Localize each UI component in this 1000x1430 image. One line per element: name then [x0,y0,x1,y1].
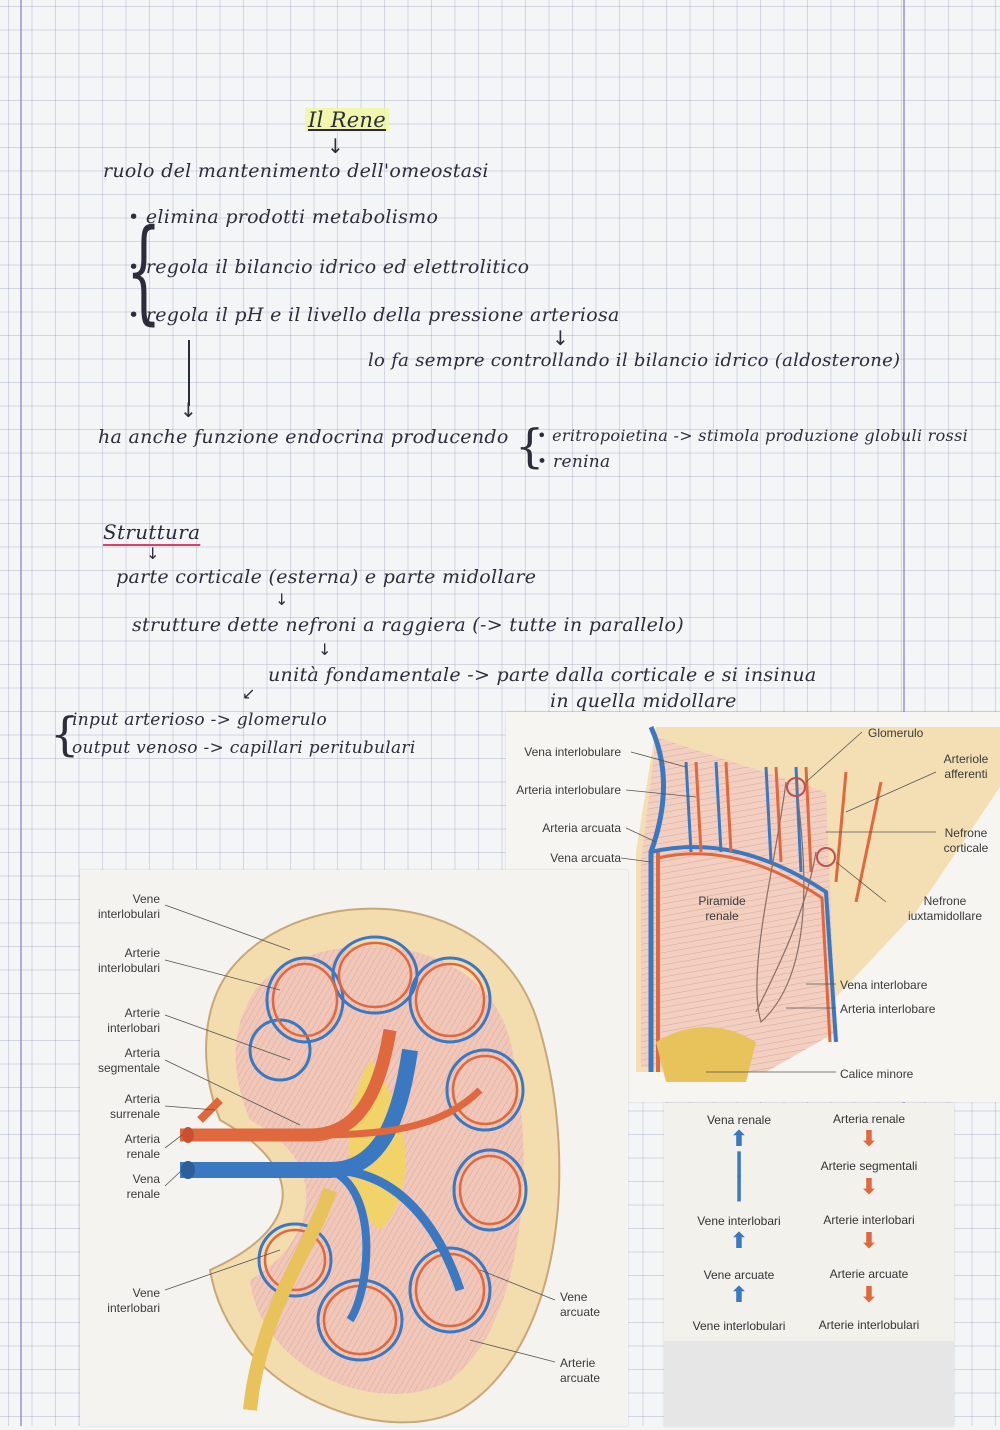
label-nefrone-corticale: Nefrone corticale [943,826,989,855]
arrow-up-icon: ⬆ [729,1283,749,1308]
label-vene-interlobari: Vene interlobari [107,1286,160,1315]
flow-vene-arcuate: Vene arcuate [703,1268,775,1282]
endocrine-text: ha anche funzione endocrina producendo [98,426,509,448]
output-venous: output venoso -> capillari peritubulari [72,738,416,758]
input-arterial: input arterioso -> glomerulo [72,710,328,730]
label-vena-renale: Vena renale [126,1172,160,1201]
note-pressure: lo fa sempre controllando il bilancio idrico (aldosterone) [368,350,901,371]
left-margin-line [20,0,22,1426]
flow-arterie-arcuate: Arterie arcuate [829,1267,909,1281]
struttura-heading: Struttura [103,520,201,544]
arrow-line [188,340,190,406]
arrow-up-icon: ┃ [732,1153,746,1178]
endocrine-item-2: • renina [537,452,611,472]
label-glomerulo: Glomerulo [868,726,924,740]
arrow-down-icon: ⬇ [859,1127,879,1152]
flow-vena-renale: Vena renale [706,1113,772,1127]
tape-strip [664,1341,954,1426]
label-vena-interlobare: Vena interlobare [840,978,928,992]
brace-icon: { [50,707,80,761]
cortex-medulla-text: parte corticale (esterna) e parte midollare [116,566,537,588]
down-arrow-icon: ↓ [318,640,332,659]
arrow-down-icon: ⬇ [859,1283,879,1308]
label-calice-minore: Calice minore [840,1067,914,1081]
bullet-3: • regola il pH e il livello della pressione arteriosa [128,304,620,326]
arrow-up-icon: ⬆ [729,1229,749,1254]
down-arrow-icon: ↓ [327,134,344,158]
label-vena-arcuata: Vena arcuata [550,851,621,865]
label-arteria-arcuata: Arteria arcuata [542,821,621,835]
bullet-2: • regola il bilancio idrico ed elettrolitico [128,256,530,278]
flow-arterie-interlobulari: Arterie interlobulari [818,1318,920,1332]
arrow-down-icon: ⬇ [859,1229,879,1254]
notes-title: Il Rene [305,108,389,132]
label-arterie-interlobulari: Arterie interlobulari [97,946,160,975]
label-arteria-segmentale: Arteria segmentale [97,1046,160,1075]
arrow-up-icon: ┃ [732,1177,746,1202]
label-arteria-interlobulare: Arteria interlobulare [516,783,621,797]
flow-arterie-interlobari: Arterie interlobari [823,1213,915,1227]
flow-vene-interlobulari: Vene interlobulari [692,1319,786,1333]
label-vena-interlobulare: Vena interlobulare [524,745,621,759]
label-nefrone-iuxtamidollare: Nefrone iuxtamidollare [907,894,983,923]
bullet-1: • elimina prodotti metabolismo [128,206,439,228]
flow-vene-interlobari: Vene interlobari [697,1214,781,1228]
endocrine-item-1: • eritropoietina -> stimola produzione globuli rossi [537,426,968,445]
flow-arterie-segmentali: Arterie segmentali [820,1159,918,1173]
label-vene-arcuate: Vene arcuate [560,1290,601,1319]
down-arrow-icon: ↓ [180,398,197,422]
kidney-figure [80,870,628,1426]
label-arterie-arcuate: Arterie arcuate [560,1356,601,1385]
down-left-arrow-icon: ↙ [242,684,256,703]
brace-icon: { [515,419,545,473]
arrow-down-icon: ⬇ [859,1175,879,1200]
label-arteriole-afferenti: Arteriole afferenti [943,752,989,781]
flow-arteria-renale: Arteria renale [832,1112,906,1126]
notes-role: ruolo del mantenimento dell'omeostasi [103,160,489,182]
label-piramide-renale: Piramide renale [698,894,746,923]
brace-icon: { [125,206,162,336]
down-arrow-icon: ↓ [146,544,160,563]
label-arteria-surrenale: Arteria surrenale [109,1092,160,1121]
label-arterie-interlobari: Arterie interlobari [107,1006,160,1035]
blood-flow-chart [664,1103,954,1426]
down-arrow-icon: ↓ [552,326,569,350]
unit-text: unità fondamentale -> parte dalla corticale e si insinua [268,664,817,686]
label-arteria-interlobare: Arteria interlobare [840,1002,936,1016]
down-arrow-icon: ↓ [275,590,289,609]
label-arteria-renale: Arteria renale [124,1132,160,1161]
label-vene-interlobulari: Vene interlobulari [97,892,160,921]
arrow-up-icon: ⬆ [729,1127,749,1152]
nephron-text: strutture dette nefroni a raggiera (-> tutte in parallelo) [132,614,684,636]
kidney-illustration [80,870,628,1426]
unit-text-2: in quella midollare [550,690,737,712]
